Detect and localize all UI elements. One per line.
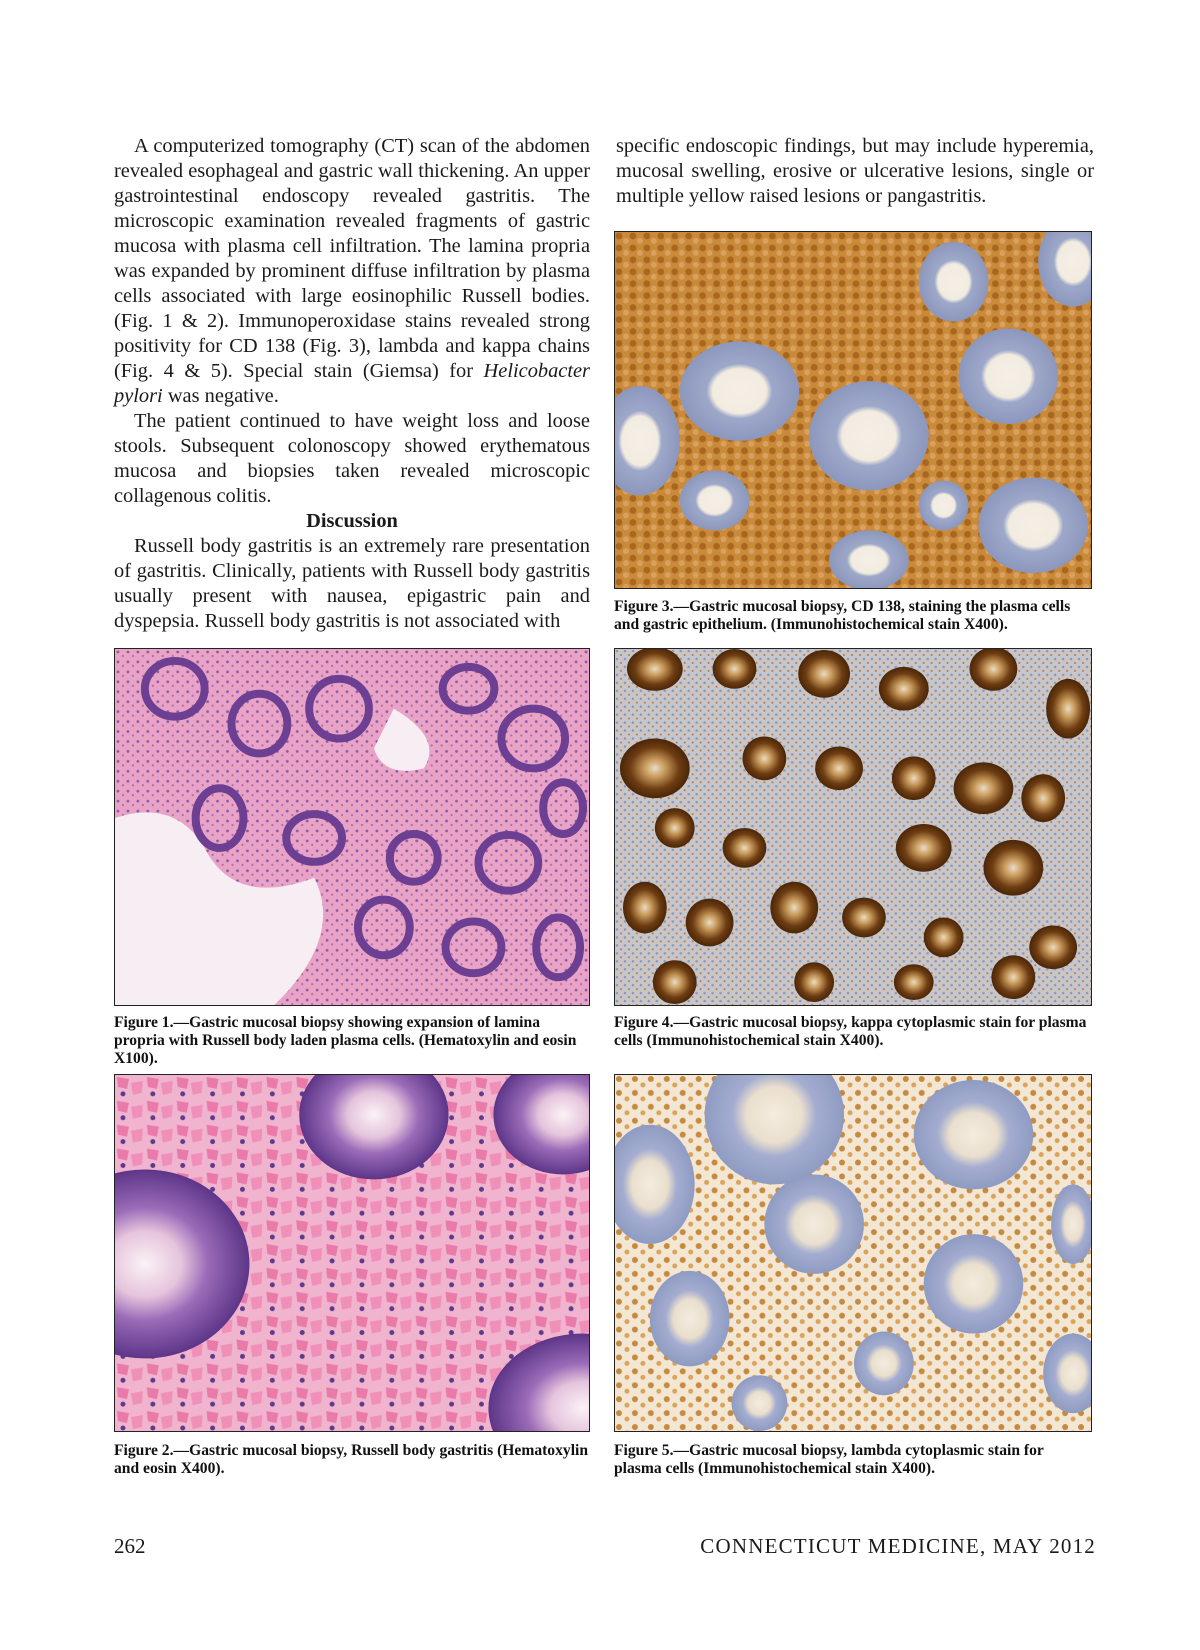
section-heading-discussion: Discussion	[306, 510, 398, 532]
paragraph-discussion: Russell body gastritis is an extremely rare presentation of gastritis. Clinically, patients with Russell body gastritis usually present with nausea, epigastric pain and dyspepsia. Russell body gastritis is not associated with	[114, 535, 590, 632]
page-number: 262	[114, 1534, 146, 1558]
figure-4-image	[614, 648, 1092, 1006]
left-text-column	[114, 134, 590, 634]
figure-2-caption: Figure 2.—Gastric mucosal biopsy, Russell body gastritis (Hematoxylin and eosin X400).	[114, 1442, 589, 1477]
italic-organism: Helicobacter pylori	[114, 360, 590, 407]
figure-2-image	[114, 1074, 590, 1432]
journal-name: CONNECTICUT MEDICINE, MAY 2012	[700, 1534, 1096, 1558]
figure-4-caption: Figure 4.—Gastric mucosal biopsy, kappa cytoplasmic stain for plasma cells (Immunohistochemical stain X400).	[614, 1014, 1087, 1049]
right-text-column	[616, 134, 1094, 209]
paragraph-text: A computerized tomography (CT) scan of the abdomen revealed esophageal and gastric wall thickening. An upper gastrointestinal endoscopy revealed gastritis. The microscopic examination revealed fragments of gastric mucosa with plasma cell infiltration. The lamina propria was expanded by prominent diffuse infiltration by plasma cells associated with large eosinophilic Russell bodies. (Fig. 1 & 2). Immunoperoxidase stains revealed strong positivity for CD 138 (Fig. 3), lambda and kappa chains (Fig. 4 & 5). Special stain (Giemsa) for	[114, 135, 590, 382]
paragraph-colonoscopy: The patient continued to have weight loss and loose stools. Subsequent colonoscopy showed erythematous mucosa and biopsies taken revealed microscopic collagenous colitis.	[114, 410, 590, 507]
figure-3-caption: Figure 3.—Gastric mucosal biopsy, CD 138, staining the plasma cells and gastric epithelium. (Immunohistochemical stain X400).	[614, 598, 1071, 633]
paragraph-text-end: was negative.	[162, 385, 279, 407]
figure-3-image	[614, 231, 1092, 589]
figure-1-caption: Figure 1.—Gastric mucosal biopsy showing expansion of lamina propria with Russell body laden plasma cells. (Hematoxylin and eosin X100).	[114, 1014, 577, 1067]
figure-5-image	[614, 1074, 1092, 1432]
figure-5-caption: Figure 5.—Gastric mucosal biopsy, lambda cytoplasmic stain for plasma cells (Immunohistochemical stain X400).	[614, 1442, 1044, 1477]
paragraph-ct-findings	[114, 134, 590, 409]
paragraph-endoscopic-findings: specific endoscopic findings, but may include hyperemia, mucosal swelling, erosive or ulcerative lesions, single or multiple yellow raised lesions or pangastritis.	[616, 135, 1094, 207]
figure-1-image	[114, 648, 590, 1006]
